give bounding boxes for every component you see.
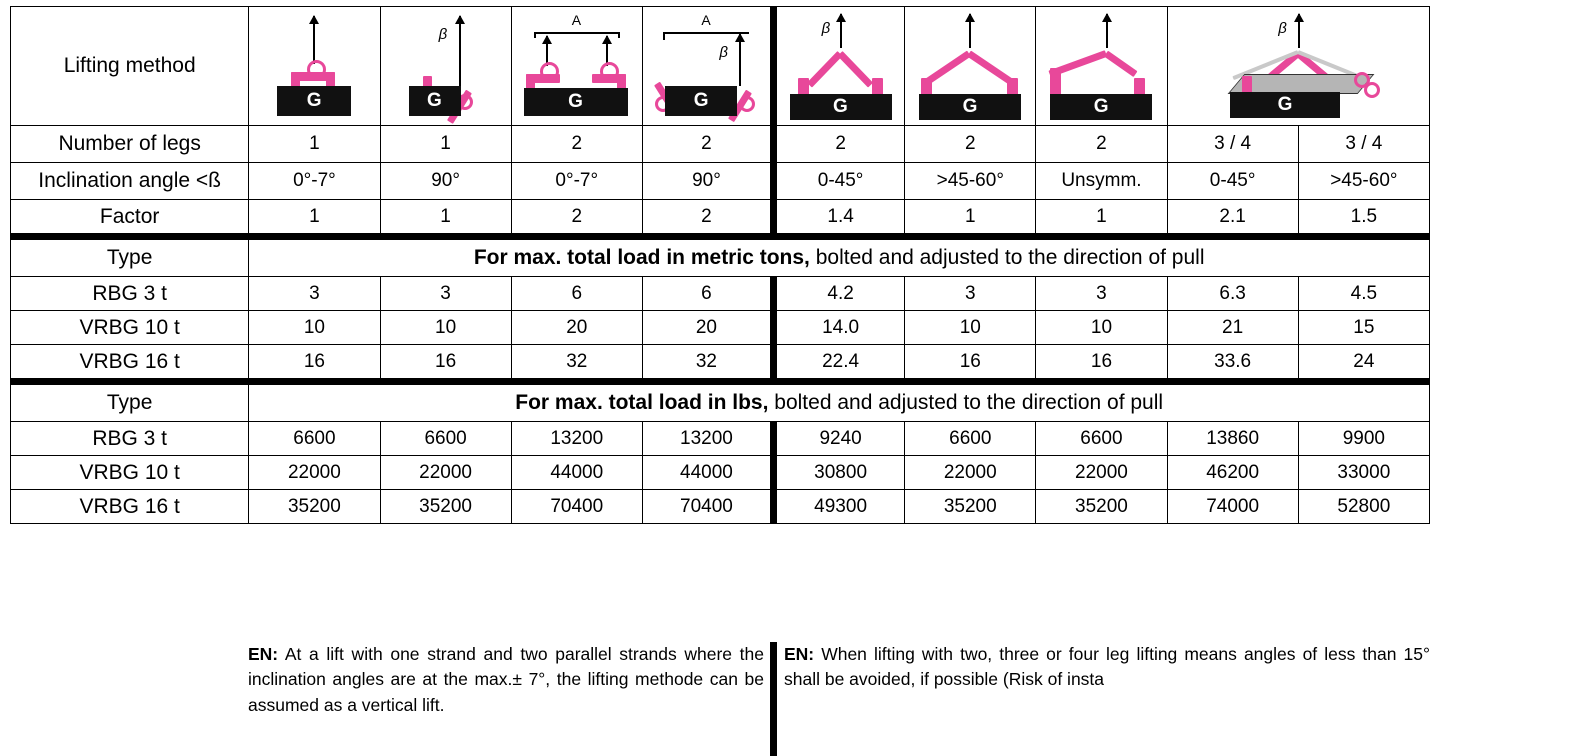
footnotes <box>248 642 1430 718</box>
cell-tons-2-1: 3 <box>380 277 511 311</box>
pictogram-cell-8 <box>1167 7 1429 126</box>
label-type-metric: Type <box>11 237 249 277</box>
row-label-rbg3t-imperial: RBG 3 t <box>11 422 249 456</box>
row-label-vrbg10t-imperial: VRBG 10 t <box>11 456 249 490</box>
pictogram-two-leg-0-45 <box>778 10 904 122</box>
cell-tons-7-2: 10 <box>1036 311 1167 345</box>
cell-tons-9-3: 24 <box>1298 345 1429 382</box>
cell-factor-7: 1 <box>1036 200 1167 237</box>
cell-lbs-4-3: 70400 <box>642 490 773 524</box>
table-row <box>11 311 1430 345</box>
row-factor <box>11 200 1430 237</box>
cell-lbs-2-2: 22000 <box>380 456 511 490</box>
cell-tons-1-3: 16 <box>249 345 380 382</box>
pictogram-cell-6 <box>905 7 1036 126</box>
cell-legs-5: 2 <box>774 126 905 163</box>
section-heading-metric-bold: For max. total load in metric tons, <box>473 246 810 269</box>
section-heading-imperial-bold: For max. total load in lbs, <box>515 391 769 414</box>
load-label: G <box>409 86 461 116</box>
cell-factor-8: 2.1 <box>1167 200 1298 237</box>
load-label: G <box>919 94 1021 120</box>
cell-tons-2-3: 16 <box>380 345 511 382</box>
cell-legs-9: 3 / 4 <box>1298 126 1429 163</box>
cell-angle-8: 0-45° <box>1167 163 1298 200</box>
cell-tons-4-1: 6 <box>642 277 773 311</box>
cell-tons-6-2: 10 <box>905 311 1036 345</box>
cell-lbs-3-1: 13200 <box>511 422 642 456</box>
section-heading-metric-rest: bolted and adjusted to the direction of pull <box>809 246 1205 269</box>
cell-legs-6: 2 <box>905 126 1036 163</box>
footnote-left-text: At a lift with one strand and two parallel strands where the inclination angles are at the max.± 7°, the lifting methode can be assumed as a vertical lift. <box>248 644 764 715</box>
table-row <box>11 277 1430 311</box>
row-label-rbg3t-metric: RBG 3 t <box>11 277 249 311</box>
cell-legs-7: 2 <box>1036 126 1167 163</box>
cell-lbs-3-2: 44000 <box>511 456 642 490</box>
cell-tons-7-3: 16 <box>1036 345 1167 382</box>
cell-lbs-7-1: 6600 <box>1036 422 1167 456</box>
cell-tons-4-3: 32 <box>642 345 773 382</box>
cell-factor-6: 1 <box>905 200 1036 237</box>
cell-tons-3-2: 20 <box>511 311 642 345</box>
footnote-left <box>248 642 772 718</box>
pictogram-cell-4 <box>642 7 773 126</box>
pictogram-cell-5 <box>774 7 905 126</box>
cell-tons-1-2: 10 <box>249 311 380 345</box>
cell-legs-8: 3 / 4 <box>1167 126 1298 163</box>
row-inclination-angle <box>11 163 1430 200</box>
cell-angle-6: >45-60° <box>905 163 1036 200</box>
row-section-metric-heading <box>11 237 1430 277</box>
cell-lbs-7-3: 35200 <box>1036 490 1167 524</box>
cell-factor-4: 2 <box>642 200 773 237</box>
pictogram-single-vertical <box>251 10 377 122</box>
label-lifting-method: Lifting method <box>11 7 249 126</box>
cell-lbs-6-2: 22000 <box>905 456 1036 490</box>
label-inclination-angle: Inclination angle <ß <box>11 163 249 200</box>
cell-lbs-3-3: 70400 <box>511 490 642 524</box>
beta-label: β <box>821 20 831 37</box>
cell-angle-5: 0-45° <box>774 163 905 200</box>
cell-lbs-1-3: 35200 <box>249 490 380 524</box>
cell-tons-1-1: 3 <box>249 277 380 311</box>
section-heading-imperial <box>249 382 1430 422</box>
cell-tons-9-1: 4.5 <box>1298 277 1429 311</box>
load-label: G <box>665 86 737 116</box>
table-row <box>11 345 1430 382</box>
cell-lbs-6-1: 6600 <box>905 422 1036 456</box>
cell-tons-3-3: 32 <box>511 345 642 382</box>
cell-tons-6-1: 3 <box>905 277 1036 311</box>
row-label-vrbg16t-imperial: VRBG 16 t <box>11 490 249 524</box>
footnote-right-text: When lifting with two, three or four leg lifting means angles of less than 15° shall be avoided, if possible (Risk of insta <box>784 644 1430 690</box>
cell-tons-8-2: 21 <box>1167 311 1298 345</box>
lifting-capacity-table <box>10 6 1430 524</box>
cell-lbs-2-1: 6600 <box>380 422 511 456</box>
row-section-imperial-heading <box>11 382 1430 422</box>
cell-lbs-5-3: 49300 <box>774 490 905 524</box>
pictogram-two-parallel-vertical <box>514 10 640 122</box>
load-label: G <box>524 88 628 116</box>
cell-lbs-6-3: 35200 <box>905 490 1036 524</box>
cell-lbs-9-2: 33000 <box>1298 456 1429 490</box>
cell-angle-9: >45-60° <box>1298 163 1429 200</box>
row-label-vrbg10t-metric: VRBG 10 t <box>11 311 249 345</box>
table-row <box>11 490 1430 524</box>
load-label: G <box>790 94 892 120</box>
pictogram-cell-2 <box>380 7 511 126</box>
table-row <box>11 456 1430 490</box>
section-heading-metric <box>249 237 1430 277</box>
cell-lbs-1-1: 6600 <box>249 422 380 456</box>
row-lifting-method <box>11 7 1430 126</box>
beta-label: β <box>719 44 728 61</box>
cell-angle-3: 0°-7° <box>511 163 642 200</box>
footnote-left-prefix: EN: <box>248 644 279 664</box>
load-label: G <box>1050 94 1152 120</box>
row-label-vrbg16t-metric: VRBG 16 t <box>11 345 249 382</box>
pictogram-four-leg <box>1198 10 1398 122</box>
cell-factor-1: 1 <box>249 200 380 237</box>
cell-tons-8-3: 33.6 <box>1167 345 1298 382</box>
cell-tons-4-2: 20 <box>642 311 773 345</box>
dimension-a-label: A <box>571 12 582 28</box>
load-label: G <box>277 86 351 116</box>
cell-tons-9-2: 15 <box>1298 311 1429 345</box>
cell-lbs-7-2: 22000 <box>1036 456 1167 490</box>
cell-factor-9: 1.5 <box>1298 200 1429 237</box>
label-number-of-legs: Number of legs <box>11 126 249 163</box>
pictogram-cell-1 <box>249 7 380 126</box>
cell-lbs-4-1: 13200 <box>642 422 773 456</box>
pictogram-two-parallel-90deg <box>643 10 769 122</box>
cell-tons-5-1: 4.2 <box>774 277 905 311</box>
cell-lbs-8-1: 13860 <box>1167 422 1298 456</box>
footnote-right <box>772 642 1430 718</box>
cell-lbs-9-1: 9900 <box>1298 422 1429 456</box>
cell-tons-7-1: 3 <box>1036 277 1167 311</box>
cell-angle-7: Unsymm. <box>1036 163 1167 200</box>
beta-label: β <box>438 26 448 43</box>
cell-factor-2: 1 <box>380 200 511 237</box>
cell-angle-1: 0°-7° <box>249 163 380 200</box>
cell-lbs-8-2: 46200 <box>1167 456 1298 490</box>
beta-label: β <box>1278 20 1287 37</box>
cell-lbs-4-2: 44000 <box>642 456 773 490</box>
cell-lbs-1-2: 22000 <box>249 456 380 490</box>
footnote-right-prefix: EN: <box>784 644 815 664</box>
cell-legs-1: 1 <box>249 126 380 163</box>
pictogram-cell-3 <box>511 7 642 126</box>
cell-lbs-5-1: 9240 <box>774 422 905 456</box>
label-type-imperial: Type <box>11 382 249 422</box>
pictogram-two-leg-45-60 <box>907 10 1033 122</box>
cell-tons-3-1: 6 <box>511 277 642 311</box>
pictogram-two-leg-unsymmetric <box>1038 10 1164 122</box>
dimension-a-label: A <box>701 12 711 28</box>
cell-lbs-2-3: 35200 <box>380 490 511 524</box>
label-factor: Factor <box>11 200 249 237</box>
cell-lbs-9-3: 52800 <box>1298 490 1429 524</box>
cell-factor-3: 2 <box>511 200 642 237</box>
cell-tons-8-1: 6.3 <box>1167 277 1298 311</box>
table-row <box>11 422 1430 456</box>
cell-legs-2: 1 <box>380 126 511 163</box>
capacity-table-sheet <box>0 6 1592 756</box>
cell-legs-3: 2 <box>511 126 642 163</box>
cell-legs-4: 2 <box>642 126 773 163</box>
pictogram-single-90deg <box>383 10 509 122</box>
cell-angle-4: 90° <box>642 163 773 200</box>
cell-angle-2: 90° <box>380 163 511 200</box>
cell-tons-2-2: 10 <box>380 311 511 345</box>
pictogram-cell-7 <box>1036 7 1167 126</box>
cell-factor-5: 1.4 <box>774 200 905 237</box>
cell-tons-5-3: 22.4 <box>774 345 905 382</box>
row-number-of-legs <box>11 126 1430 163</box>
load-label: G <box>1230 92 1340 118</box>
cell-tons-6-3: 16 <box>905 345 1036 382</box>
cell-lbs-5-2: 30800 <box>774 456 905 490</box>
cell-lbs-8-3: 74000 <box>1167 490 1298 524</box>
cell-tons-5-2: 14.0 <box>774 311 905 345</box>
section-heading-imperial-rest: bolted and adjusted to the direction of pull <box>768 391 1164 414</box>
